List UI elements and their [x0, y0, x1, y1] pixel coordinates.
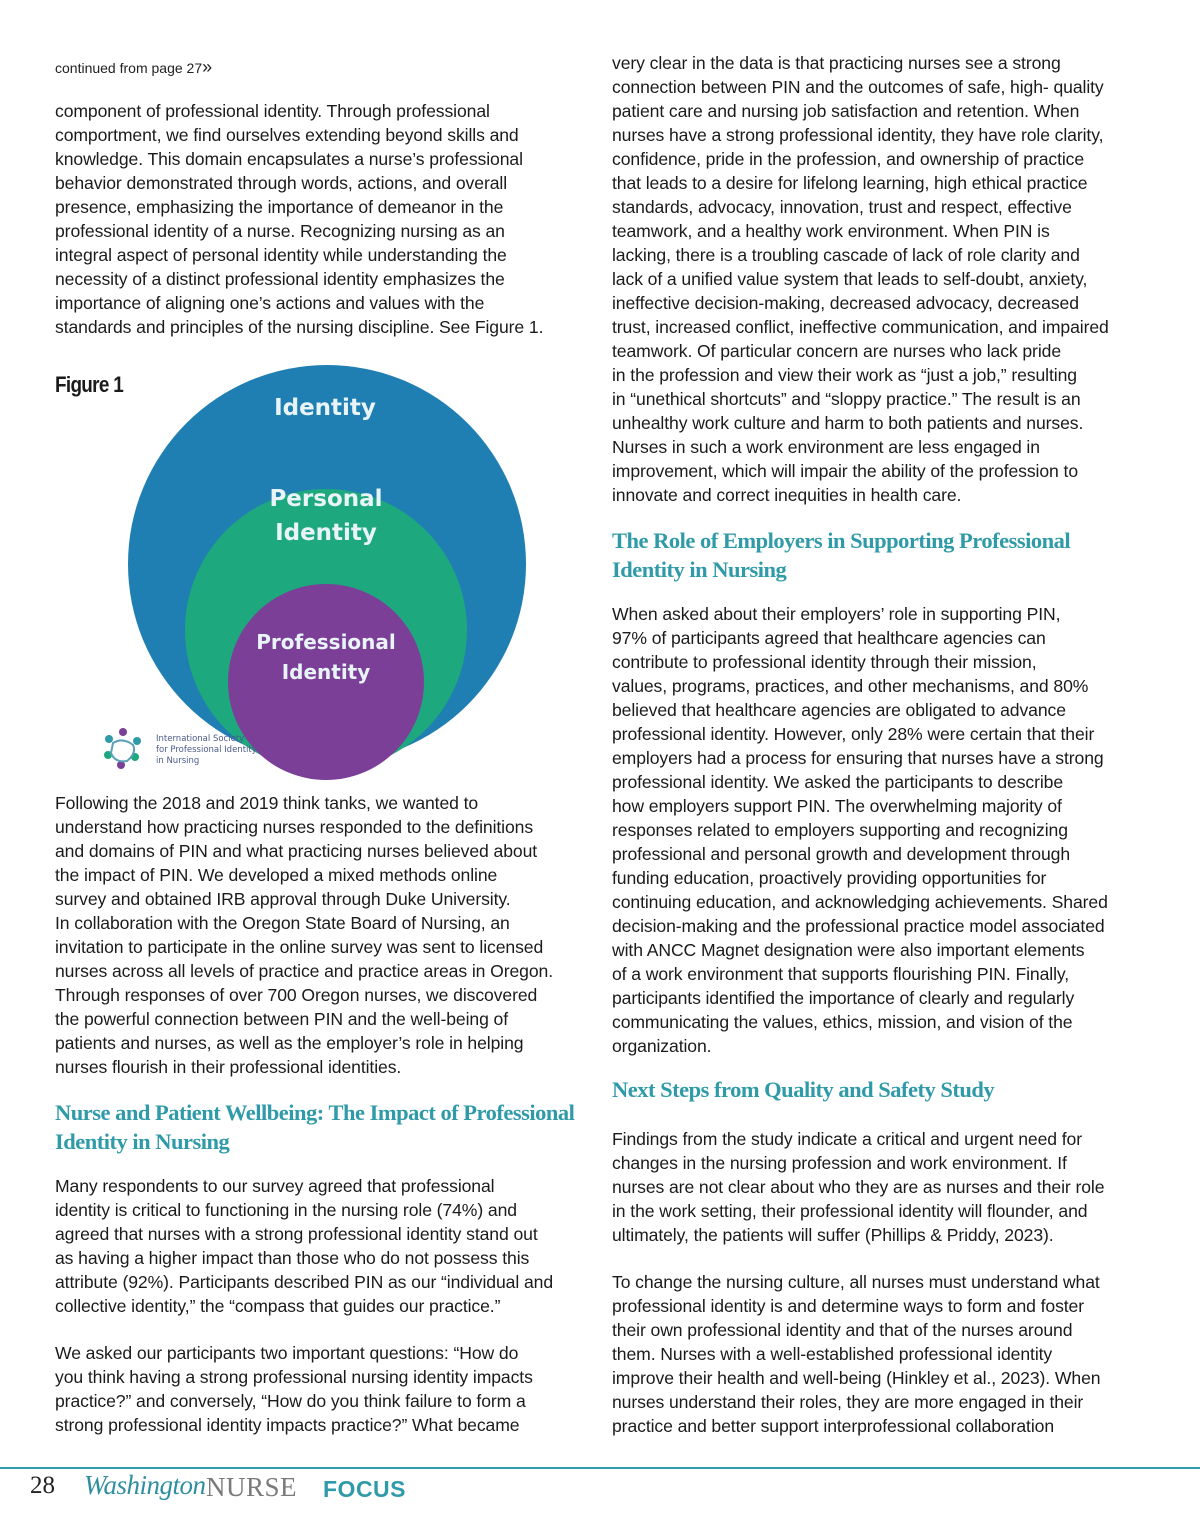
text-line: innovate and correct inequities in health care. [612, 485, 962, 505]
text-line: To change the nursing culture, all nurses must understand what [612, 1272, 1100, 1292]
text-line: survey and obtained IRB approval through Duke University. [55, 889, 511, 909]
text-line: contribute to professional identity through their mission, [612, 652, 1037, 672]
text-line: We asked our participants two important questions: “How do [55, 1343, 519, 1363]
text-line: patient care and nursing job satisfaction and retention. When [612, 101, 1080, 121]
text-line: identity is critical to functioning in the nursing role (74%) and [55, 1200, 517, 1220]
text-line: lack of a unified value system that leads to self-doubt, anxiety, [612, 269, 1088, 289]
text-line: with ANCC Magnet designation were also important elements [612, 940, 1085, 960]
text-line: ineffective decision-making, decreased advocacy, decreased [612, 293, 1079, 313]
text-line: communicating the values, ethics, mission, and vision of the [612, 1012, 1073, 1032]
logo-text-line1: International Society [156, 734, 245, 744]
text-line: lacking, there is a troubling cascade of lack of role clarity and [612, 245, 1080, 265]
text-line: participants identified the importance of clearly and regularly [612, 988, 1075, 1008]
text-line: collective identity,” the “compass that guides our practice.” [55, 1296, 501, 1316]
text-line: Following the 2018 and 2019 think tanks, we wanted to [55, 793, 479, 813]
heading-line: The Role of Employers in Supporting Professional [612, 528, 1071, 553]
text-line: component of professional identity. Through professional [55, 101, 490, 121]
text-line: believed that healthcare agencies are obligated to advance [612, 700, 1066, 720]
text-line: teamwork. Of particular concern are nurses who lack pride [612, 341, 1061, 361]
text-line: integral aspect of personal identity while understanding the [55, 245, 507, 265]
text-line: professional identity of a nurse. Recognizing nursing as an [55, 221, 505, 241]
logo-text-line2: for Professional Identity [156, 745, 257, 755]
text-line: connection between PIN and the outcomes of safe, high- quality [612, 77, 1104, 97]
figure-label: Figure 1 [55, 372, 124, 397]
text-line: employers had a process for ensuring that nurses have a strong [612, 748, 1104, 768]
text-line: in the profession and view their work as “just a job,” resulting [612, 365, 1077, 385]
text-line: 97% of participants agreed that healthcare agencies can [612, 628, 1046, 648]
text-line: values, programs, practices, and other mechanisms, and 80% [612, 676, 1089, 696]
heading-next-steps: Next Steps from Quality and Safety Study [612, 1077, 995, 1102]
text-line: agreed that nurses with a strong professional identity stand out [55, 1224, 538, 1244]
heading-line: Identity in Nursing [612, 557, 787, 582]
text-line: When asked about their employers’ role in supporting PIN, [612, 604, 1061, 624]
text-line: standards, advocacy, innovation, trust and respect, effective [612, 197, 1072, 217]
professional-label-line2: Identity [281, 660, 371, 684]
text-line: them. Nurses with a well-established professional identity [612, 1344, 1053, 1364]
text-line: nurses understand their roles, they are more engaged in their [612, 1392, 1084, 1412]
text-line: ultimately, the patients will suffer (Phillips & Priddy, 2023). [612, 1225, 1054, 1245]
text-line: of a work environment that supports flourishing PIN. Finally, [612, 964, 1070, 984]
identity-label: Identity [274, 395, 376, 421]
continued-text: continued from page 27 [55, 60, 203, 76]
text-line: strong professional identity impacts practice?” What became [55, 1415, 520, 1435]
masthead-nurse: NURSE [206, 1472, 298, 1502]
text-line: invitation to participate in the online survey was sent to licensed [55, 937, 544, 957]
text-line: Nurses in such a work environment are less engaged in [612, 437, 1040, 457]
text-line: that leads to a desire for lifelong learning, high ethical practice [612, 173, 1088, 193]
text-line: professional identity. However, only 28% were certain that their [612, 724, 1095, 744]
continued-note [55, 57, 212, 78]
text-line: and domains of PIN and what practicing nurses believed about [55, 841, 538, 861]
text-line: continuing education, and acknowledging achievements. Shared [612, 892, 1108, 912]
text-line: Through responses of over 700 Oregon nurses, we discovered [55, 985, 538, 1005]
text-line: responses related to employers supporting and recognizing [612, 820, 1068, 840]
text-line: presence, emphasizing the importance of demeanor in the [55, 197, 504, 217]
ispin-logo-icon [104, 728, 141, 769]
text-line: changes in the nursing profession and work environment. If [612, 1153, 1067, 1173]
text-line: trust, increased conflict, ineffective communication, and impaired [612, 317, 1109, 337]
text-line: importance of aligning one’s actions and values with the [55, 293, 485, 313]
text-line: how employers support PIN. The overwhelming majority of [612, 796, 1062, 816]
text-line: patients and nurses, as well as the employer’s role in helping [55, 1033, 524, 1053]
text-line: improve their health and well-being (Hinkley et al., 2023). When [612, 1368, 1101, 1388]
text-line: funding education, proactively providing opportunities for [612, 868, 1047, 888]
text-line: understand how practicing nurses responded to the definitions [55, 817, 534, 837]
text-line: the powerful connection between PIN and the well-being of [55, 1009, 509, 1029]
text-line: in “unethical shortcuts” and “sloppy practice.” The result is an [612, 389, 1081, 409]
text-line: comportment, we find ourselves extending beyond skills and [55, 125, 519, 145]
text-line: organization. [612, 1036, 712, 1056]
heading-line: Nurse and Patient Wellbeing: The Impact of Professional [55, 1100, 575, 1125]
professional-label-line1: Professional [256, 630, 396, 654]
personal-label-line2: Identity [275, 520, 377, 546]
text-line: you think having a strong professional nursing identity impacts [55, 1367, 533, 1387]
text-line: nurses are not clear about who they are as nurses and their role [612, 1177, 1105, 1197]
text-line: professional identity is and determine ways to form and foster [612, 1296, 1085, 1316]
text-line: Findings from the study indicate a critical and urgent need for [612, 1129, 1082, 1149]
footer-rule [0, 1467, 1200, 1469]
text-line: nurses across all levels of practice and practice areas in Oregon. [55, 961, 554, 981]
text-line: decision-making and the professional practice model associated [612, 916, 1105, 936]
text-line: behavior demonstrated through words, actions, and overall [55, 173, 508, 193]
masthead-washington: Washington [84, 1470, 206, 1500]
text-line: Many respondents to our survey agreed that professional [55, 1176, 495, 1196]
text-line: standards and principles of the nursing discipline. See Figure 1. [55, 317, 544, 337]
text-line: professional and personal growth and development through [612, 844, 1071, 864]
text-line: unhealthy work culture and harm to both patients and nurses. [612, 413, 1084, 433]
text-line: in the work setting, their professional identity will flounder, and [612, 1201, 1088, 1221]
text-line: confidence, pride in the profession, and ownership of practice [612, 149, 1085, 169]
text-line: teamwork, and a healthy work environment. When PIN is [612, 221, 1050, 241]
text-line: necessity of a distinct professional identity emphasizes the [55, 269, 505, 289]
text-line: improvement, which will impair the ability of the profession to [612, 461, 1078, 481]
text-line: nurses have a strong professional identity, they have role clarity, [612, 125, 1104, 145]
text-line: practice and better support interprofessional collaboration [612, 1416, 1055, 1436]
text-line: practice?” and conversely, “How do you think failure to form a [55, 1391, 526, 1411]
heading-line: Identity in Nursing [55, 1129, 230, 1154]
text-line: as having a higher impact than those who do not possess this [55, 1248, 530, 1268]
continued-arrow: » [202, 57, 213, 77]
text-line: attribute (92%). Participants described PIN as our “individual and [55, 1272, 554, 1292]
text-line: the impact of PIN. We developed a mixed methods online [55, 865, 498, 885]
masthead-focus: FOCUS [323, 1476, 406, 1502]
personal-label-line1: Personal [269, 486, 383, 512]
text-line: In collaboration with the Oregon State Board of Nursing, an [55, 913, 510, 933]
text-line: nurses flourish in their professional identities. [55, 1057, 402, 1077]
logo-text-line3: in Nursing [156, 756, 200, 766]
text-line: professional identity. We asked the participants to describe [612, 772, 1064, 792]
text-line: their own professional identity and that of the nurses around [612, 1320, 1073, 1340]
figure-identity-diagram [100, 360, 530, 780]
text-line: very clear in the data is that practicing nurses see a strong [612, 53, 1061, 73]
page-number: 28 [30, 1472, 55, 1499]
text-line: knowledge. This domain encapsulates a nurse’s professional [55, 149, 523, 169]
